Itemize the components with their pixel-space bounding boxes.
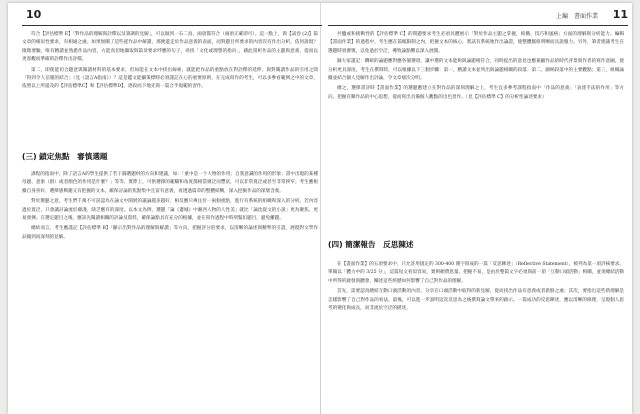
right-top-body [328, 31, 624, 104]
paragraph: 在【書面作業】的五項要求中，只允許用規定的 300-400 漢字寫成的一篇「反思陳述」（Reflective Statement），被列為第一項評核要求。單獨以「體力中的 3/25 分」，這篇短文看似容易，實則頗費思量。把握不易，是由於整篇文字必須與前一項「互動口頭活動」相關，並須總結活動中所得的啟發與體會，闡述這些經歷如何影響了自己對作品的理解。 [328, 262, 624, 284]
left-bottom-body [22, 171, 318, 244]
paragraph: 第二，即使能切合題意與閱讀材料的基本要求，但如能在文本中找出線索，就能把作品的重點放在對詮釋的延伸，與對閱讀作品的引用之間「得到令人信服的結合」（見《語言A指南》）？這是鑑文能攝策標時必須謹記在心的重要原則，在完成寫作的考生，可以多參看範例之中的文章，依照以上所提及的【評估標準C】和【評估標準D】，逐段而下地先寫一篇合乎規範的習作。 [22, 67, 318, 90]
running-head: 上編 書面作業 [555, 13, 598, 20]
right-page-header [328, 3, 628, 26]
left-top-body [22, 31, 318, 94]
paragraph: 對於選題之意，考生們千萬不可誤認為在論文中開展的議論越多越好，相反應只專注於一兩個重點，進行有系統的組織和深入的分析。若內容過於寬泛，只會讓討論流於膚淺，缺乏應有的深度。以本文為例，選題「論《邊城》中湘西人物的人性美」就比「論沈從文的小說」更為聚焦、更易發揮。在選定題目之後，應該先閱讀相關的評論及資料，確保論點具有充分的根據，並在寫作過程中時刻緊扣題目，避免離題。 [22, 199, 318, 222]
paragraph: 總之，選擇書評時【書面作業】的選題應建立在對作品的深刻理解之上，考生宜多參考課程指南中「作品的意義」「表達手法的作用」等方向，把握有關作品的中心思想，從而寫出具備個人觀點的出色習作。（見【評估標準 C】的分析性論述要求） [328, 86, 624, 100]
book-spread [8, 3, 632, 414]
left-page-header [22, 3, 322, 26]
paragraph: 共醞或和挑戰性的【評估標準 C】的問題要求考生必須具體展示「對於作品主題之掌握，結構、技巧和風格」方面的理解與分析能力。編輯【書面作業】的過程中，考生應在篇幅限制之內，把握文本的核心，嘗試有系統地作出論證，使整體脈絡明晰而具說服力。另外，筆者建議考生在選題時須審慎，以免過於空泛，導致論點難以深入展開。 [328, 32, 624, 54]
section-heading: (三) 鎖定焦點 審慎選題 [22, 152, 108, 161]
paragraph: 符合【評估標準 E】「對作品的理解與詮釋以及筆調的見解」，可以做到一石二鳥，兩項都符合（兩項正確即可）。這一點上，與【試卷 (2)】篇文章的相似性要求，有相通之處。如果無關了這些從作品中解讀，那便遊走於作品意義的表面，而對題目所要求的內容沒有作出分析，依何說現？徵徵要驗，唯有精讀並熟悉作品內容，方能真切地擷取與篇章要求呼應的句子，尋找「文化或理想的指向」，藉此剖析作品的主題與意義，從而以更客觀而準確的詮釋作出評價。 [22, 32, 318, 63]
section-heading: (四) 簡潔報告 反思陳述 [328, 240, 414, 249]
left-page [22, 3, 322, 414]
right-page [328, 3, 628, 414]
paragraph: 歸大家謹記：鑽研的論題應對應各個選項，讓中選的文本能夠與論題相符合，同時提出的意見也應兼顧作品的時代背景與作者的寫作意圖，使分析更具深度。考生在撰寫時，可以根據以下三個步驟：第一，精讀文本並列出與論題相關的段落；第二，歸納段落中的主要觀點；第三，組織論據並結合個人見解作出評論，令文章層次分明。 [328, 59, 624, 82]
right-bottom-body [328, 261, 624, 315]
paragraph: 課程的指南中，除了語言A的學生提供了若干篩選題材的方向和建議，如：「重中是一个人物的作用；自我意識的作用的形象；書中出現的某種母題、意象（群）或者顏色的作用是什麼？」等等。實際上，可供選擇的範疇和角度都相當廣泛而豐富，可以非常寬泛或甚至非常狹窄。考生應根據自身喜好、選擇感興趣又有把握的文本，確保討論的焦點集中且富有意義，再透過篇章的整體結構，深入挖掘作品的深層含義。 [22, 172, 318, 194]
paragraph: 總結而言，考生應謹記【評估標準 B】「顯示出對作品的理解與解讀」等方向，把握評分的要求，以清晰的論述與精準的引證，展現對文學作品獨到而深刻的見解。 [22, 226, 318, 240]
paragraph: 首先，需要認真總結互動口頭活動的內容，分享在口頭活動中取得的新見解，從而找出作品有意義或者新鮮之處；其次，要指出這些新理解是怎樣影響了自己對作品的看法，最後，可以進一步說明這次反思為之後撰寫論文帶來的啟示。一篇成功的反思陳述，應以清晰的條理，呈現個人思考的變化與成長，而非流於空泛的描述。 [328, 289, 624, 312]
left-page-number: 10 [26, 8, 42, 21]
right-page-number: 11 [612, 8, 628, 21]
